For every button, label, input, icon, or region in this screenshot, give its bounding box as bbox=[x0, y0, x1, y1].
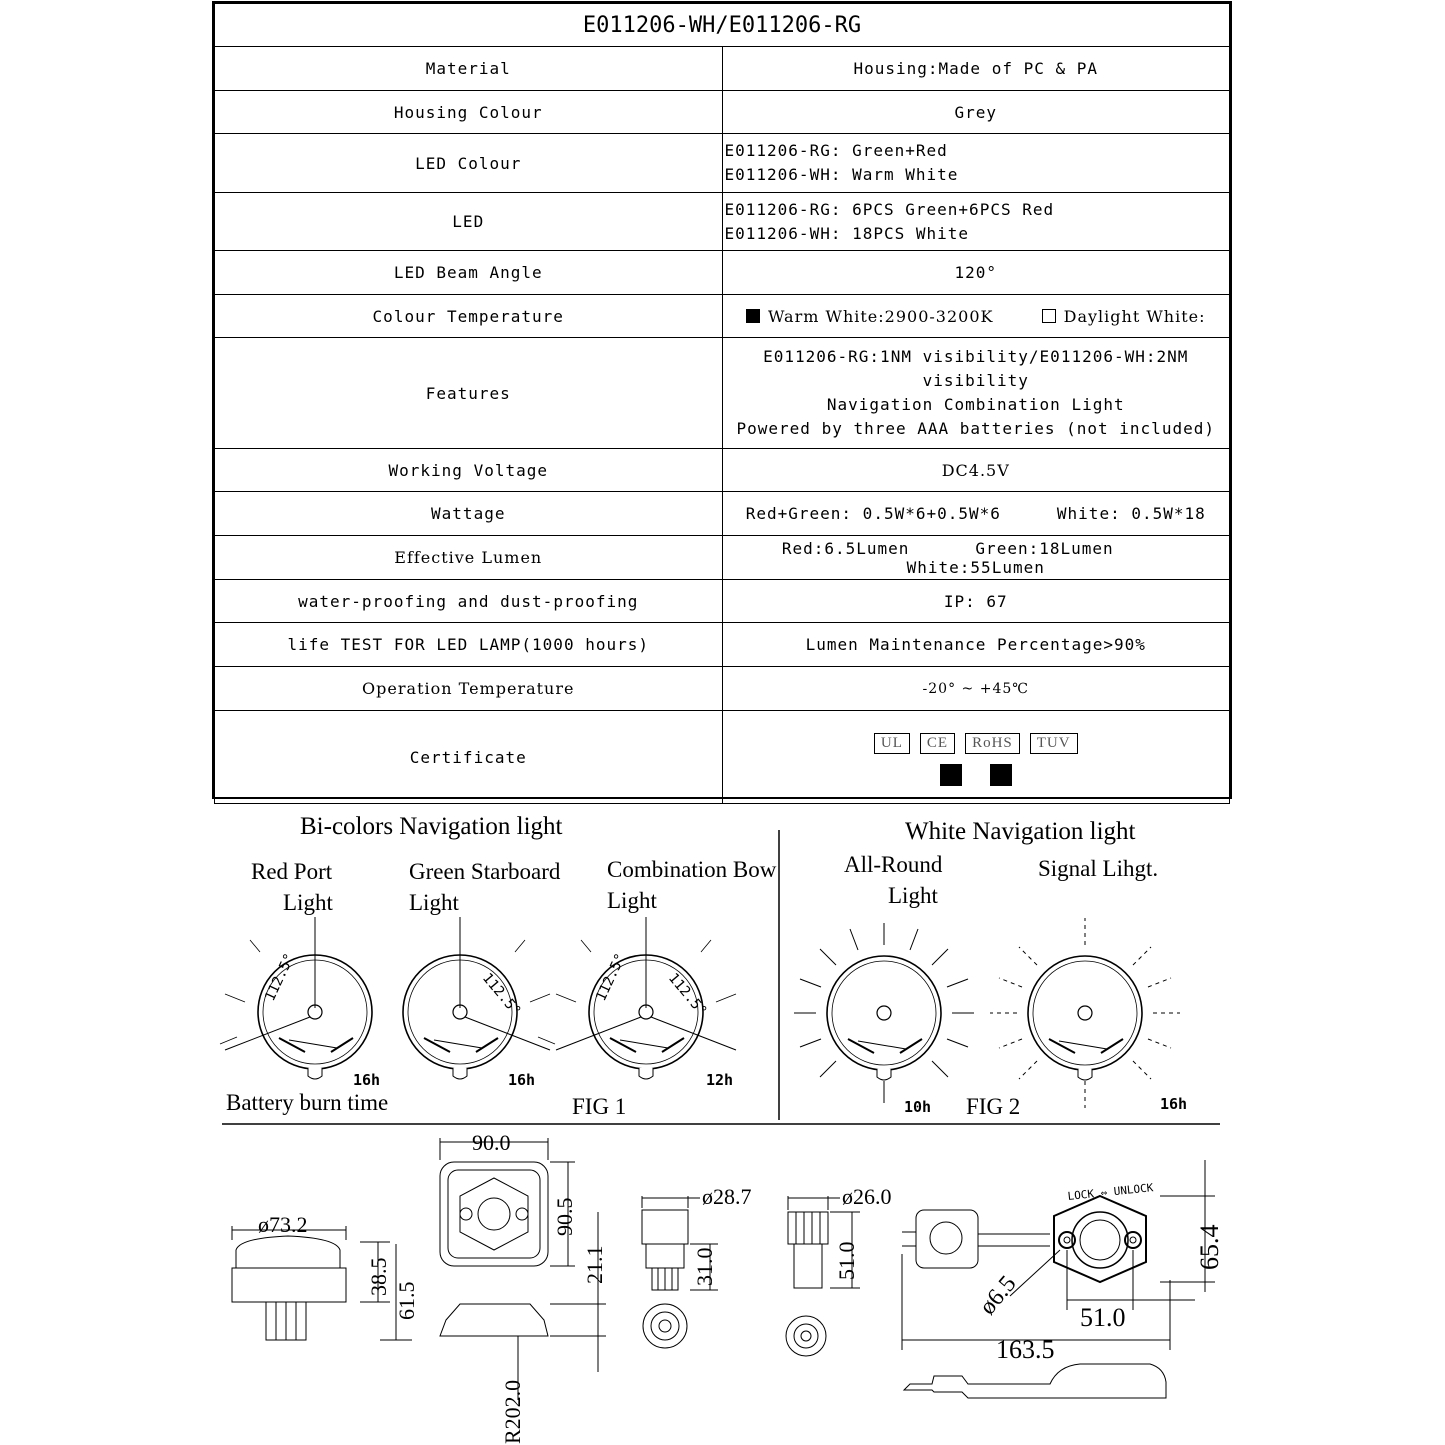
spec-label-voltage: Working Voltage bbox=[215, 449, 723, 492]
dim-w90: 90.0 bbox=[472, 1130, 511, 1155]
mount-plate-drawing bbox=[902, 1160, 1215, 1398]
dim-w51: 51.0 bbox=[1080, 1303, 1126, 1332]
fig1-heading: Bi-colors Navigation light bbox=[300, 813, 563, 840]
lumen-green: Green:18Lumen bbox=[975, 538, 1114, 558]
fig2-label: FIG 2 bbox=[966, 1094, 1021, 1119]
features-line-3: Powered by three AAA batteries (not included) bbox=[736, 419, 1215, 438]
spec-value-beam-angle: 120° bbox=[722, 251, 1230, 295]
red-port-title-2: Light bbox=[283, 890, 333, 915]
dim-h38: 38.5 bbox=[366, 1257, 391, 1296]
dim-h61: 61.5 bbox=[394, 1281, 419, 1320]
spec-label-beam-angle: LED Beam Angle bbox=[215, 251, 723, 295]
led-colour-line-1: E011206-RG: Green+Red bbox=[724, 141, 948, 160]
spec-value-life-test: Lumen Maintenance Percentage>90% bbox=[722, 623, 1230, 667]
battery-burn-label: Battery burn time bbox=[226, 1090, 389, 1115]
green-starboard-angle: 112.5° bbox=[478, 970, 524, 1020]
led-line-2: E011206-WH: 18PCS White bbox=[724, 223, 970, 243]
lock-text: LOCK bbox=[1066, 1187, 1095, 1203]
spec-value-material: Housing:Made of PC & PA bbox=[722, 47, 1230, 91]
signal-title: Signal Lihgt. bbox=[1038, 856, 1159, 881]
spec-label-op-temp: Operation Temperature bbox=[215, 667, 723, 711]
red-port-angle: 112.5° bbox=[262, 951, 299, 1004]
spec-label-colour-temp: Colour Temperature bbox=[215, 295, 723, 338]
bow-angle-left: 112.5° bbox=[593, 951, 630, 1004]
cert-ce: CE bbox=[920, 733, 955, 754]
dim-h31: 31.0 bbox=[692, 1247, 717, 1286]
led-colour-line-2: E011206-WH: Warm White bbox=[724, 165, 959, 184]
dim-w163: 163.5 bbox=[996, 1335, 1055, 1364]
dim-d26: ø26.0 bbox=[842, 1184, 892, 1209]
all-round-title-2: Light bbox=[888, 883, 938, 908]
red-port-hours: 16h bbox=[353, 1071, 381, 1089]
lumen-red: Red:6.5Lumen bbox=[781, 538, 910, 558]
spec-value-op-temp: -20° ~ +45℃ bbox=[722, 667, 1230, 711]
dim-d73: ø73.2 bbox=[258, 1212, 308, 1237]
red-port-title-1: Red Port bbox=[251, 859, 333, 884]
green-starboard-lamp-icon bbox=[403, 917, 555, 1089]
spec-label-led: LED bbox=[215, 193, 723, 251]
signal-lamp-icon bbox=[990, 918, 1187, 1113]
wattage-rg: Red+Green: 0.5W*6+0.5W*6 bbox=[745, 504, 1001, 523]
features-line-2: Navigation Combination Light bbox=[826, 395, 1125, 414]
signal-hours: 16h bbox=[1160, 1095, 1188, 1113]
bow-title-2: Light bbox=[607, 888, 657, 913]
all-round-title-1: All-Round bbox=[844, 852, 943, 877]
bow-angle-right: 112.5° bbox=[664, 970, 710, 1020]
bow-hours: 12h bbox=[706, 1071, 734, 1089]
dim-h65: 65.4 bbox=[1195, 1224, 1224, 1270]
dim-h90: 90.5 bbox=[552, 1197, 577, 1236]
spec-title: E011206-WH/E011206-RG bbox=[215, 4, 1230, 47]
features-line-1: E011206-RG:1NM visibility/E011206-WH:2NM visibility bbox=[763, 347, 1189, 390]
spec-value-voltage: DC4.5V bbox=[722, 449, 1230, 492]
green-starboard-hours: 16h bbox=[508, 1071, 536, 1089]
spec-value-ip: IP: 67 bbox=[722, 580, 1230, 623]
cert-ul: UL bbox=[874, 733, 910, 754]
spec-label-ip: water-proofing and dust-proofing bbox=[215, 580, 723, 623]
spec-label-features: Features bbox=[215, 338, 723, 449]
daylight-white-option: Daylight White: bbox=[1063, 306, 1206, 326]
spec-label-material: Material bbox=[215, 47, 723, 91]
cert-rohs: RoHS bbox=[965, 733, 1020, 754]
spec-label-life-test: life TEST FOR LED LAMP(1000 hours) bbox=[215, 623, 723, 667]
all-round-lamp-icon bbox=[794, 923, 974, 1116]
warm-white-option: Warm White:2900-3200K bbox=[768, 306, 994, 326]
green-starboard-title-1: Green Starboard bbox=[409, 859, 561, 884]
fig2-heading: White Navigation light bbox=[905, 818, 1136, 845]
spec-label-wattage: Wattage bbox=[215, 492, 723, 536]
led-line-1: E011206-RG: 6PCS Green+6PCS Red bbox=[724, 199, 1055, 219]
spec-label-led-colour: LED Colour bbox=[215, 134, 723, 193]
dim-h21: 21.1 bbox=[582, 1245, 607, 1284]
green-starboard-title-2: Light bbox=[409, 890, 459, 915]
wattage-white: White: 0.5W*18 bbox=[1056, 504, 1206, 523]
bow-title-1: Combination Bow bbox=[607, 857, 777, 882]
fig1-label: FIG 1 bbox=[572, 1094, 627, 1119]
all-round-hours: 10h bbox=[904, 1098, 932, 1116]
spec-label-lumen: Effective Lumen bbox=[215, 536, 723, 580]
spec-value-housing-colour: Grey bbox=[722, 91, 1230, 134]
unlock-text: UNLOCK bbox=[1113, 1181, 1154, 1199]
dim-d28: ø28.7 bbox=[702, 1184, 752, 1209]
dim-r202: R202.0 bbox=[500, 1379, 525, 1444]
dim-h51: 51.0 bbox=[834, 1241, 859, 1280]
bow-lamp-icon bbox=[556, 917, 736, 1089]
lumen-white: White:55Lumen bbox=[906, 557, 1045, 577]
cert-tuv: TUV bbox=[1030, 733, 1078, 754]
spec-label-certificate: Certificate bbox=[215, 711, 723, 804]
lock-label: LOCK ⇔ UNLOCK bbox=[1066, 1181, 1154, 1203]
red-port-lamp-icon bbox=[220, 917, 380, 1089]
spec-label-housing-colour: Housing Colour bbox=[215, 91, 723, 134]
dim-d6: ø6.5 bbox=[974, 1270, 1022, 1320]
